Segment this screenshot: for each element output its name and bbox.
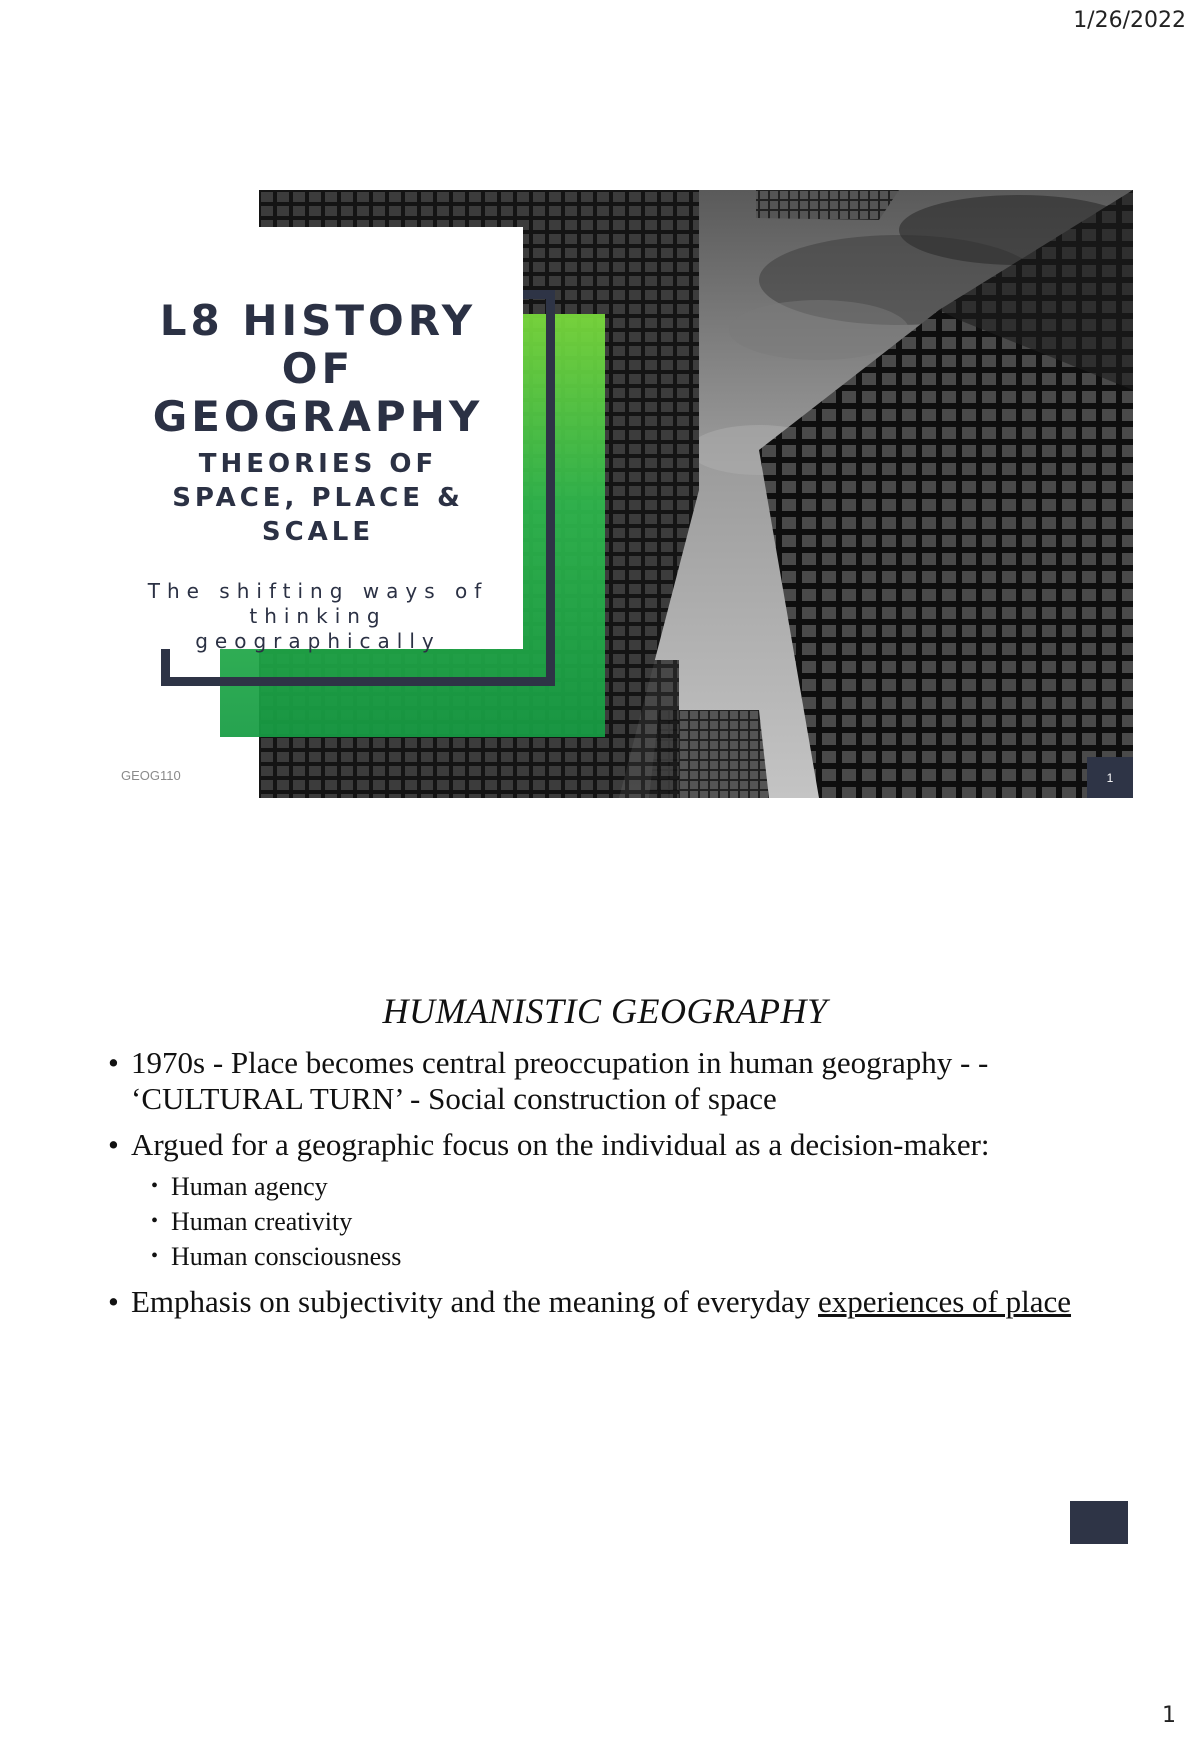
slide2-title: HUMANISTIC GEOGRAPHY [382,991,828,1031]
sub-bullet-item: • Human creativity [131,1204,1108,1239]
underlined-text: experiences of place [818,1284,1072,1319]
bullet-item [108,1127,1108,1274]
bullet-item [108,1284,1108,1320]
title-card [113,227,523,653]
title-slide [113,190,1133,798]
sub-bullet-list [131,1169,1108,1274]
content-slide [0,990,1200,1550]
slide-title: L8 HISTORY OF GEOGRAPHY [152,296,484,441]
bullet-text: 1970s - Place becomes central preoccupation in human geography - - ‘CULTURAL TURN’ - Social construction of space [131,1045,989,1116]
slide-tagline: The shifting ways of thinking geographically [147,579,489,653]
bullet-text: Argued for a geographic focus on the individual as a decision-maker: [131,1127,990,1162]
page-number: 1 [1162,1703,1176,1728]
slide-corner-marker [1070,1501,1128,1544]
bullet-list [108,1045,1108,1330]
slide-number: 1 [1106,770,1114,785]
course-code-label: GEOG110 [121,768,181,783]
slide-subtitle: THEORIES OF SPACE, PLACE & SCALE [172,449,464,547]
sub-bullet-item: • Human agency [131,1169,1108,1204]
bullet-item [108,1045,1108,1117]
slide-number-badge [1087,757,1133,798]
sub-bullet-item: • Human consciousness [131,1239,1108,1274]
bullet-text: Emphasis on subjectivity and the meaning of everyday [131,1284,818,1319]
page-date: 1/26/2022 [1073,8,1186,33]
